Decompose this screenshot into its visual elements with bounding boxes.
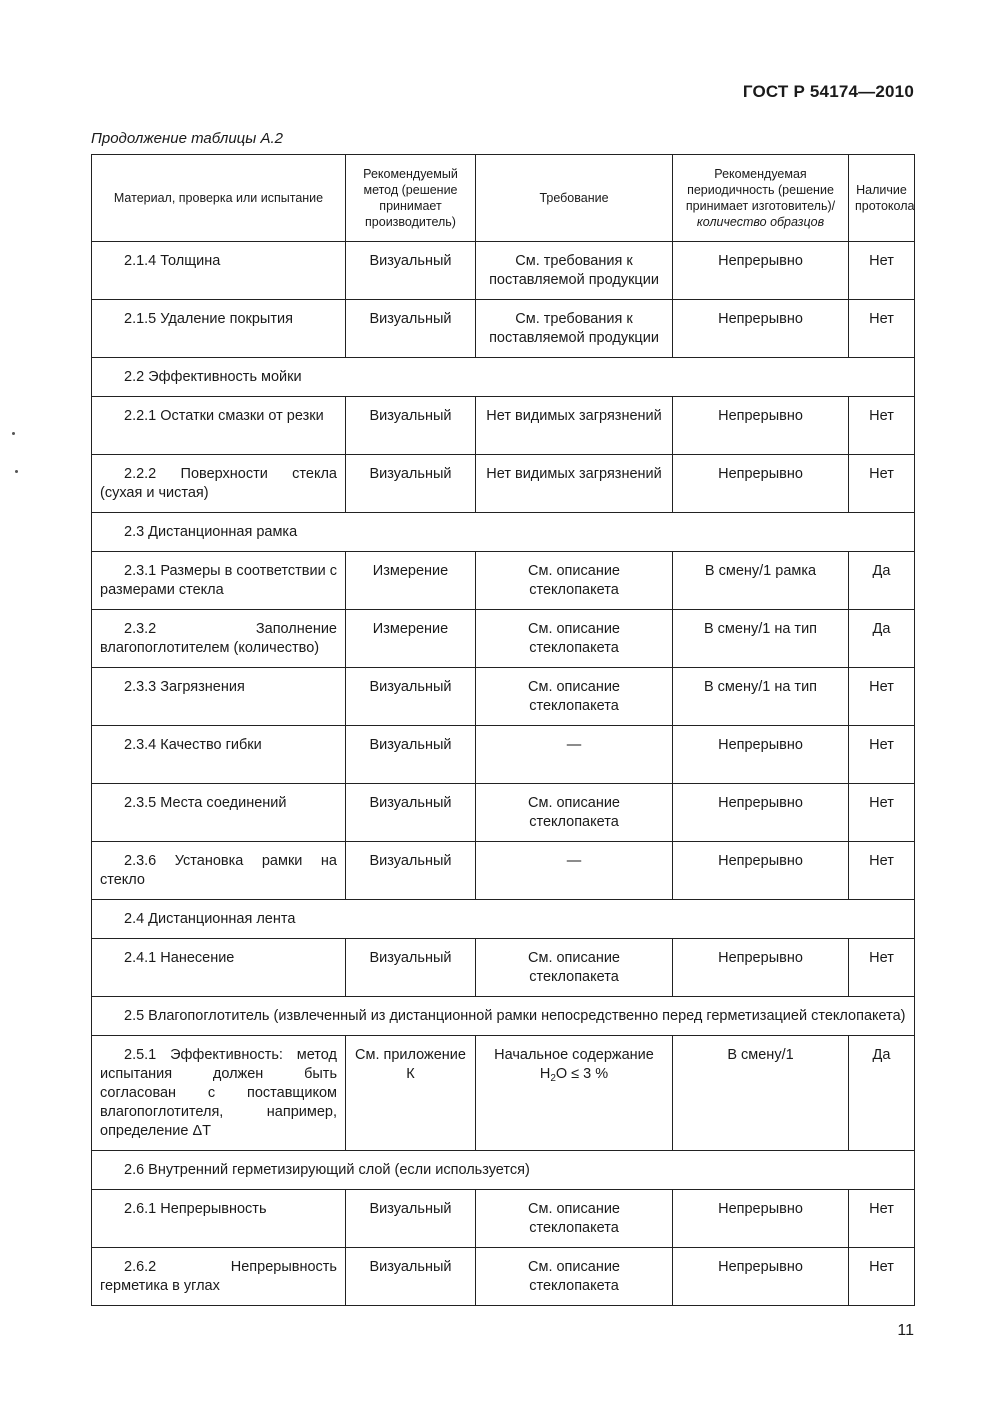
cell-protocol: Нет [849,784,915,842]
header-frequency [673,155,849,242]
table-caption: Продолжение таблицы А.2 [91,130,283,147]
cell-requirement: См. требования к поставляемой продукции [476,242,673,300]
section-row [92,1151,915,1190]
cell-method: Визуальный [346,726,476,784]
cell-requirement: См. описание стеклопакета [476,1190,673,1248]
cell-name-text: 2.6.2 Непрерывность герметика в углах [100,1259,337,1294]
cell-name [92,242,346,300]
cell-protocol: Нет [849,1190,915,1248]
cell-requirement: См. требования к поставляемой продукции [476,300,673,358]
section-row [92,358,915,397]
section-title-text: 2.4 Дистанционная лента [124,911,296,927]
cell-frequency: В смену/1 на тип [673,668,849,726]
section-row [92,513,915,552]
cell-method: Визуальный [346,939,476,997]
cell-requirement: См. описание стеклопакета [476,939,673,997]
cell-protocol: Нет [849,455,915,513]
cell-name-text: 2.5.1 Эффективность: метод испытания должен быть согласован с поставщиком влагопоглотителя, например, определение ΔT [100,1047,337,1139]
cell-requirement: — [476,842,673,900]
cell-name-text: 2.2.1 Остатки смазки от резки [124,408,324,424]
cell-name [92,455,346,513]
cell-frequency: В смену/1 [673,1036,849,1151]
cell-name-text: 2.3.2 Заполнение влагопоглотителем (количество) [100,621,337,656]
requirements-table [91,154,915,1306]
cell-protocol: Нет [849,397,915,455]
section-title-text: 2.6 Внутренний герметизирующий слой (если используется) [124,1162,530,1178]
cell-name [92,842,346,900]
cell-frequency: Непрерывно [673,1190,849,1248]
cell-name [92,726,346,784]
cell-protocol: Нет [849,668,915,726]
cell-method: Визуальный [346,300,476,358]
table-body [92,242,915,1306]
cell-protocol: Да [849,1036,915,1151]
header-protocol: Наличие протокола [849,155,915,242]
cell-method: Визуальный [346,784,476,842]
table-row [92,842,915,900]
cell-protocol: Нет [849,300,915,358]
cell-method: Визуальный [346,455,476,513]
page-number: 11 [897,1322,914,1339]
section-title [92,997,915,1036]
cell-name [92,300,346,358]
cell-requirement: См. описание стеклопакета [476,668,673,726]
cell-requirement: — [476,726,673,784]
table-row [92,242,915,300]
cell-name-text: 2.6.1 Непрерывность [124,1201,267,1217]
cell-requirement: См. описание стеклопакета [476,784,673,842]
cell-name [92,552,346,610]
table-row [92,1190,915,1248]
cell-protocol: Нет [849,939,915,997]
cell-requirement: Начальное содержание $H_2O \le 3$ % [476,1036,673,1151]
table-row [92,397,915,455]
cell-frequency: Непрерывно [673,397,849,455]
table-row [92,726,915,784]
table-row [92,1248,915,1306]
header-requirement: Требование [476,155,673,242]
cell-method: Визуальный [346,842,476,900]
cell-method: Визуальный [346,397,476,455]
cell-name-text: 2.1.4 Толщина [124,253,221,269]
section-title [92,1151,915,1190]
cell-frequency: Непрерывно [673,1248,849,1306]
table-row [92,1036,915,1151]
scan-speck [15,470,18,473]
section-row [92,997,915,1036]
cell-requirement: Нет видимых загрязнений [476,397,673,455]
cell-protocol: Нет [849,242,915,300]
cell-method: Измерение [346,610,476,668]
cell-protocol: Да [849,552,915,610]
cell-name-text: 2.3.5 Места соединений [124,795,287,811]
section-row [92,900,915,939]
table-row [92,610,915,668]
cell-requirement: См. описание стеклопакета [476,552,673,610]
cell-name [92,784,346,842]
cell-name [92,610,346,668]
cell-frequency: Непрерывно [673,455,849,513]
cell-frequency: Непрерывно [673,784,849,842]
table-row [92,784,915,842]
cell-protocol: Да [849,610,915,668]
cell-name-text: 2.2.2 Поверхности стекла (сухая и чистая) [100,466,337,501]
cell-method: Измерение [346,552,476,610]
cell-method: Визуальный [346,1190,476,1248]
header-frequency-plain: Рекомендуемая периодичность (решение принимает изготовитель)/ [685,167,836,213]
table-row [92,300,915,358]
cell-name [92,668,346,726]
cell-method: Визуальный [346,242,476,300]
cell-name-text: 2.1.5 Удаление покрытия [124,311,293,327]
table-row [92,552,915,610]
cell-name [92,1036,346,1151]
cell-method: См. приложение К [346,1036,476,1151]
header-frequency-italic: количество образцов [696,215,825,229]
section-title [92,358,915,397]
cell-name [92,397,346,455]
table-row [92,939,915,997]
scan-speck [12,432,15,435]
cell-name-text: 2.3.6 Установка рамки на стекло [100,853,337,888]
cell-method: Визуальный [346,668,476,726]
cell-frequency: Непрерывно [673,939,849,997]
table-row [92,455,915,513]
section-title-text: 2.3 Дистанционная рамка [124,524,298,540]
cell-frequency: В смену/1 на тип [673,610,849,668]
section-title-text: 2.2 Эффективность мойки [124,369,302,385]
cell-name [92,1248,346,1306]
cell-frequency: Непрерывно [673,242,849,300]
cell-protocol: Нет [849,1248,915,1306]
header-name: Материал, проверка или испытание [92,155,346,242]
section-title [92,900,915,939]
cell-name-text: 2.4.1 Нанесение [124,950,235,966]
cell-requirement: См. описание стеклопакета [476,610,673,668]
cell-protocol: Нет [849,726,915,784]
cell-protocol: Нет [849,842,915,900]
cell-name-text: 2.3.4 Качество гибки [124,737,262,753]
table-row [92,668,915,726]
cell-name [92,1190,346,1248]
cell-frequency: Непрерывно [673,842,849,900]
cell-name [92,939,346,997]
cell-name-text: 2.3.1 Размеры в соответствии с размерами стекла [100,563,337,598]
cell-frequency: Непрерывно [673,726,849,784]
cell-name-text: 2.3.3 Загрязнения [124,679,245,695]
cell-requirement: Нет видимых загрязнений [476,455,673,513]
cell-frequency: Непрерывно [673,300,849,358]
section-title [92,513,915,552]
cell-frequency: В смену/1 рамка [673,552,849,610]
cell-method: Визуальный [346,1248,476,1306]
section-title-text: 2.5 Влагопоглотитель (извлеченный из дистанционной рамки непосредственно перед герметизацией стеклопакета) [124,1008,906,1024]
document-code: ГОСТ Р 54174—2010 [742,82,914,101]
cell-requirement: См. описание стеклопакета [476,1248,673,1306]
table-header-row [92,155,915,242]
header-method: Рекомендуемый метод (решение принимает производитель) [346,155,476,242]
